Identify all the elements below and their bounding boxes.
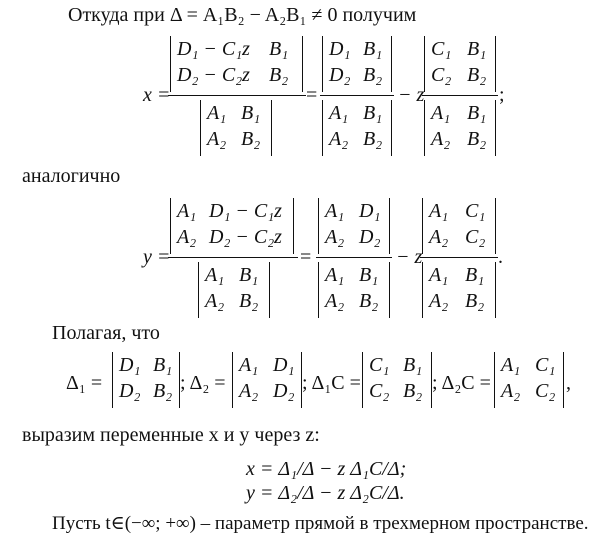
det-cell: B₁ <box>239 264 259 286</box>
y-result: y = Δ₂/Δ − z Δ₂C/Δ. <box>246 482 405 504</box>
det-cell: D₂ <box>329 64 351 86</box>
det-cell: B₂ <box>363 64 383 86</box>
det-cell: B₂ <box>465 290 485 312</box>
fraction-bar <box>316 257 392 258</box>
det-cell: D₂ <box>119 380 141 402</box>
fraction-bar <box>168 95 306 96</box>
det-cell: A₁ <box>329 102 349 124</box>
x-label: x = <box>143 84 171 106</box>
det-cell: B₁ <box>465 264 485 286</box>
det-cell: A₂ <box>431 128 451 150</box>
det-cell: B₁ <box>467 102 487 124</box>
den-determinant <box>422 262 496 318</box>
semicolon: ; <box>499 84 505 106</box>
det-cell: A₂ <box>429 226 449 248</box>
d1-determinant <box>322 36 392 92</box>
det-cell: B₂ <box>269 64 289 86</box>
delta1c-determinant <box>362 352 432 408</box>
det-cell: A₁ <box>177 200 197 222</box>
det-cell: A₁ <box>429 264 449 286</box>
delta1-label: Δ₁ = <box>66 372 103 394</box>
d1c-determinant <box>424 36 496 92</box>
det-cell: C₁ <box>535 354 556 376</box>
det-cell: B₁ <box>153 354 173 376</box>
delta2-determinant <box>232 352 302 408</box>
minus-z: − z <box>398 84 425 106</box>
fraction-bar <box>168 257 298 258</box>
delta1c-label: ; Δ₁C = <box>302 372 361 394</box>
delta1-determinant <box>112 352 180 408</box>
fraction-bar <box>320 95 394 96</box>
den-determinant <box>424 100 496 156</box>
det-cell: B₁ <box>467 38 487 60</box>
det-cell: A₂ <box>205 290 225 312</box>
det-cell: A₁ <box>501 354 521 376</box>
det-cell: A₂ <box>239 380 259 402</box>
det-cell: D₂ <box>273 380 295 402</box>
det-cell: B₂ <box>363 128 383 150</box>
det-cell: C₁ <box>369 354 390 376</box>
det-cell: D₁ <box>119 354 141 376</box>
det-cell: B₂ <box>241 128 261 150</box>
det-cell: C₁ <box>431 38 452 60</box>
det-cell: A₁ <box>429 200 449 222</box>
det-cell: A₂ <box>501 380 521 402</box>
det-cell: B₁ <box>269 38 289 60</box>
fraction-bar <box>422 95 498 96</box>
y-numerator-determinant <box>170 198 294 254</box>
period: . <box>498 246 503 268</box>
det-cell: A₂ <box>429 290 449 312</box>
last-text: Пусть t∈(−∞; +∞) – параметр прямой в трехмерном пространстве. <box>52 513 589 534</box>
d2c-determinant <box>422 198 496 254</box>
equals-sign: = <box>300 246 312 268</box>
det-cell: C₂ <box>369 380 390 402</box>
det-cell: A₁ <box>325 264 345 286</box>
det-cell: C₂ <box>431 64 452 86</box>
det-cell: D₁ <box>329 38 351 60</box>
delta2c-determinant <box>494 352 564 408</box>
det-cell: B₂ <box>467 64 487 86</box>
det-cell: C₂ <box>535 380 556 402</box>
minus-z: − z <box>396 246 423 268</box>
det-cell: A₂ <box>207 128 227 150</box>
det-cell: A₂ <box>325 290 345 312</box>
det-cell: B₂ <box>359 290 379 312</box>
det-cell: D₁ − C₁z <box>177 38 250 60</box>
det-cell: B₂ <box>239 290 259 312</box>
det-cell: D₂ <box>359 226 381 248</box>
delta2c-label: ; Δ₂C = <box>432 372 491 394</box>
polagaya-text: Полагая, что <box>52 322 160 344</box>
det-cell: A₁ <box>431 102 451 124</box>
equals-sign: = <box>306 84 318 106</box>
det-cell: A₁ <box>207 102 227 124</box>
analog-text: аналогично <box>22 165 121 187</box>
det-cell: B₂ <box>403 380 423 402</box>
det-cell: D₂ − C₂z <box>209 226 282 248</box>
comma: , <box>566 372 571 394</box>
det-cell: B₂ <box>467 128 487 150</box>
det-cell: A₁ <box>239 354 259 376</box>
det-cell: D₁ <box>273 354 295 376</box>
y-label: y = <box>143 246 171 268</box>
den-determinant <box>318 262 390 318</box>
d2-determinant <box>318 198 390 254</box>
det-cell: C₁ <box>465 200 486 222</box>
det-cell: D₁ <box>359 200 381 222</box>
det-cell: A₂ <box>329 128 349 150</box>
x-result: x = Δ₁/Δ − z Δ₁C/Δ; <box>246 458 407 480</box>
det-cell: D₂ − C₂z <box>177 64 250 86</box>
det-cell: B₁ <box>403 354 423 376</box>
x-denominator-determinant <box>200 100 272 156</box>
det-cell: B₁ <box>359 264 379 286</box>
det-cell: A₂ <box>325 226 345 248</box>
den-determinant <box>322 100 392 156</box>
det-cell: B₁ <box>363 38 383 60</box>
x-numerator-determinant <box>170 36 303 92</box>
det-cell: A₁ <box>205 264 225 286</box>
y-denominator-determinant <box>198 262 270 318</box>
det-cell: D₁ − C₁z <box>209 200 282 222</box>
det-cell: A₂ <box>177 226 197 248</box>
det-cell: B₂ <box>153 380 173 402</box>
det-cell: C₂ <box>465 226 486 248</box>
intro-text: Откуда при Δ = A₁B₂ − A₂B₁ ≠ 0 получим <box>68 4 417 26</box>
delta2-label: ; Δ₂ = <box>180 372 226 394</box>
det-cell: A₁ <box>325 200 345 222</box>
det-cell: B₁ <box>241 102 261 124</box>
fraction-bar <box>420 257 498 258</box>
det-cell: B₁ <box>363 102 383 124</box>
vyrazim-text: выразим переменные x и y через z: <box>22 424 320 446</box>
